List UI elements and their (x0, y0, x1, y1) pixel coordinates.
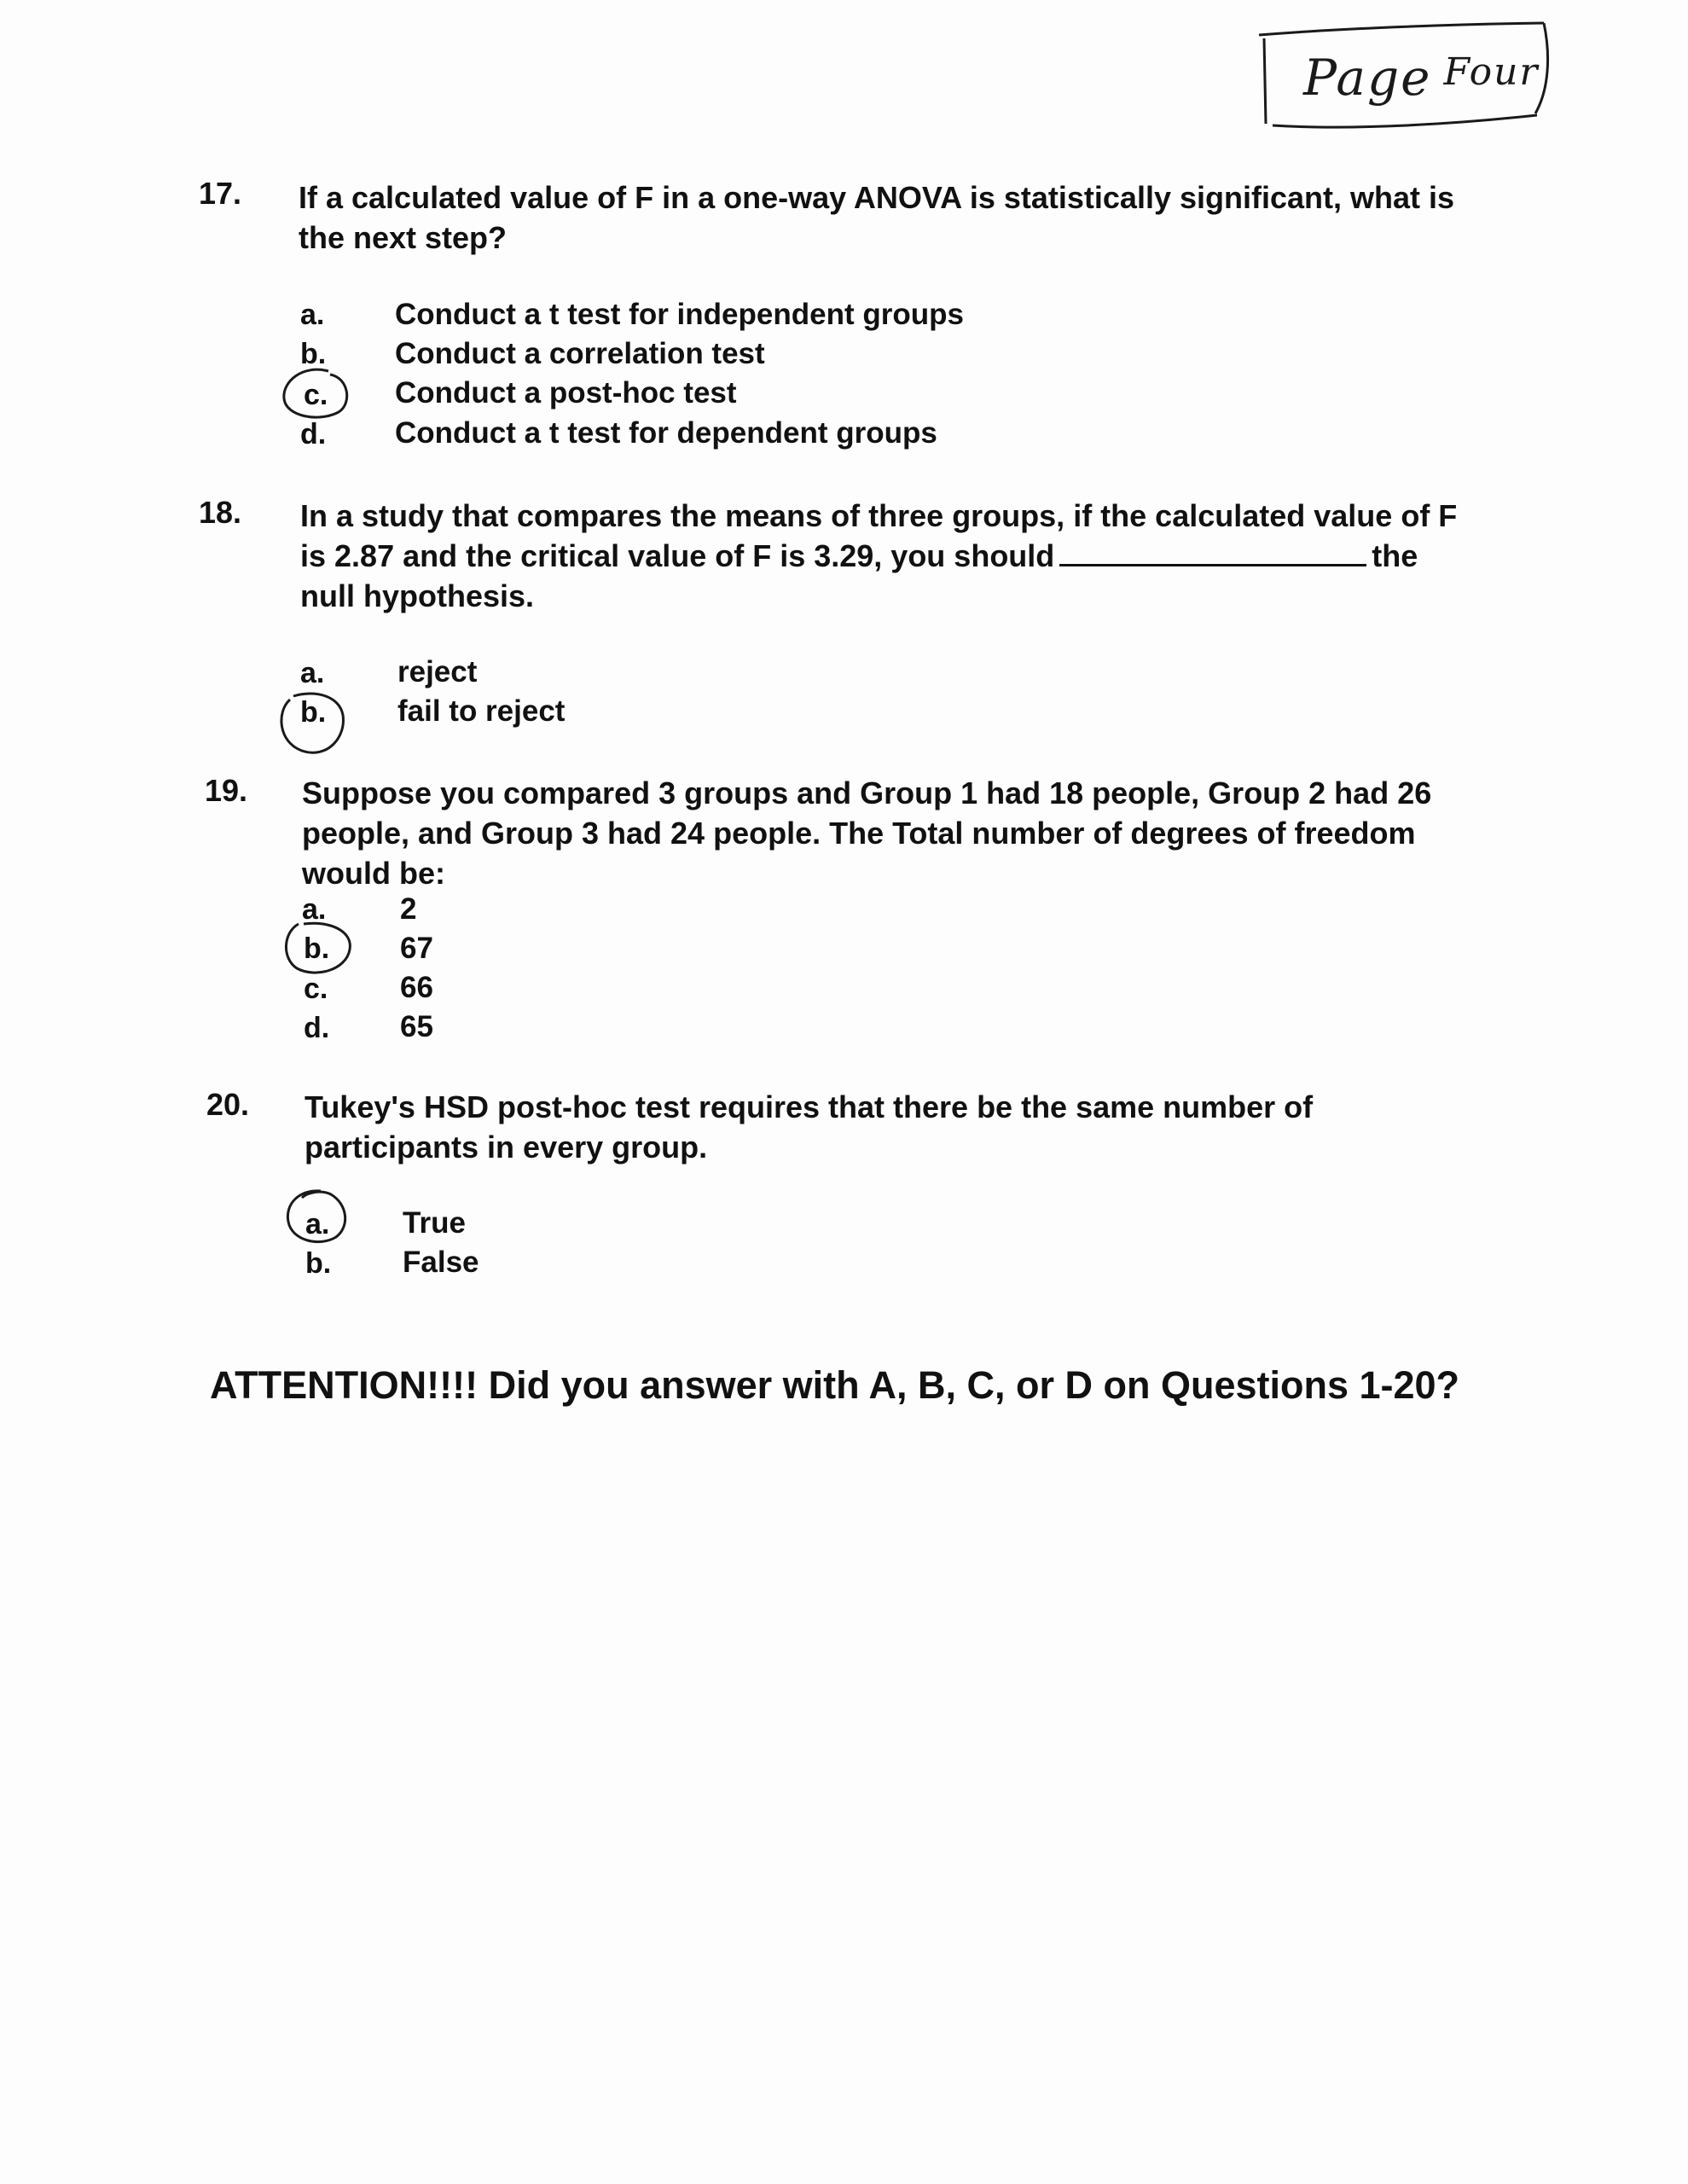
option-letter: d. (304, 1012, 330, 1044)
question-text: In a study that compares the means of three groups, if the calculated value of F is 2.87 and the critical value of F is 3.29, you should the null hypothesis. (300, 498, 1458, 613)
question-text: Tukey's HSD post-hoc test requires that there be the same number of participants in every group. (305, 1089, 1314, 1165)
option-letter: b. (304, 932, 330, 965)
option-text: False (403, 1246, 479, 1279)
option-letter: a. (300, 299, 325, 331)
option-letter: b. (300, 696, 327, 729)
question-text: If a calculated value of F in a one-way ANOVA is statistically significant, what is the next step? (299, 180, 1455, 255)
option-letter: b. (305, 1247, 332, 1280)
option-text: Conduct a post-hoc test (395, 376, 737, 410)
option-letter: b. (300, 338, 327, 370)
page-number-stamp (1254, 4, 1561, 132)
option-letter: c. (304, 973, 328, 1005)
option-text: 66 (400, 971, 433, 1004)
option-text: fail to reject (397, 694, 566, 728)
option-text: Conduct a t test for dependent groups (395, 416, 937, 450)
option-letter: a. (300, 657, 325, 689)
option-text: True (403, 1206, 466, 1240)
option-letter: a. (305, 1208, 330, 1240)
option-text: 67 (400, 932, 433, 965)
option-text: Conduct a t test for independent groups (395, 298, 964, 331)
stamp-text: Page $^{Four}$ (1303, 49, 1540, 107)
question-number: 19. (205, 773, 248, 808)
option-letter: c. (304, 379, 328, 411)
question-text: Suppose you compared 3 groups and Group 1 had 18 people, Group 2 had 26 people, and Group 3 had 24 people. The Total number of degrees of freedom would be: (302, 775, 1432, 891)
option-text: Conduct a correlation test (395, 337, 765, 370)
question-number: 20. (206, 1087, 250, 1122)
option-text: reject (397, 655, 478, 688)
attention-reminder: ATTENTION!!!! Did you answer with A, B, C, or D on Questions 1-20? (210, 1363, 1460, 1407)
option-text: 2 (400, 892, 417, 926)
option-letter: d. (300, 418, 327, 450)
question-number: 18. (199, 495, 242, 530)
option-letter: a. (302, 893, 327, 926)
option-text: 65 (400, 1010, 433, 1043)
question-number: 17. (199, 176, 242, 211)
answer-blank (1059, 538, 1366, 566)
